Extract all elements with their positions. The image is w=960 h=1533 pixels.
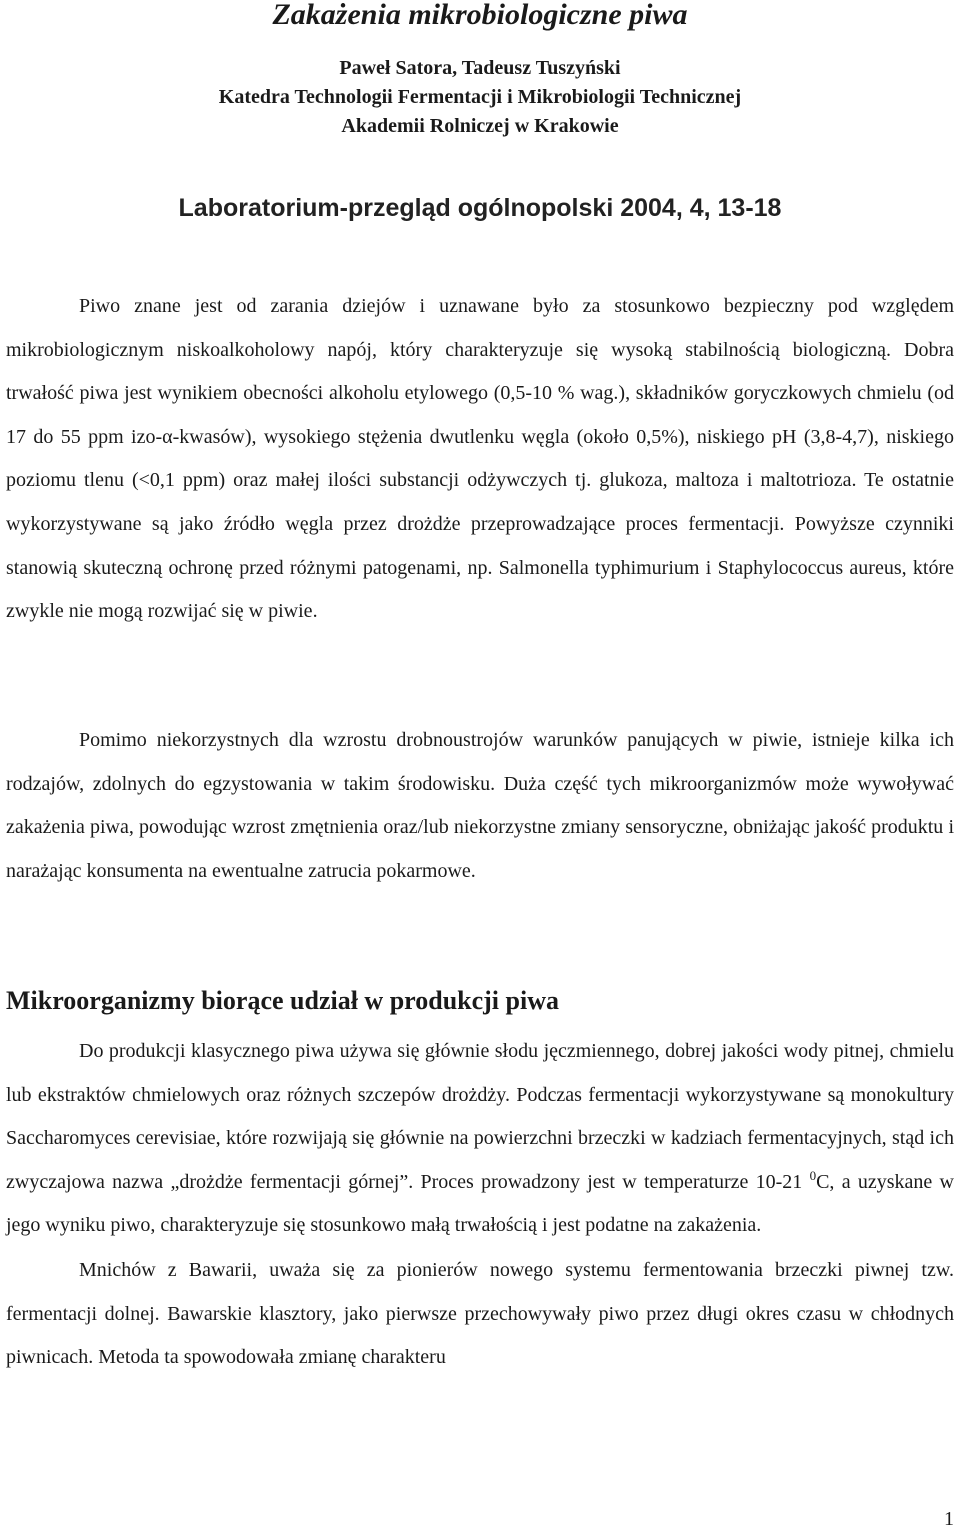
paragraph-production-text: Do produkcji klasycznego piwa używa się głównie słodu jęczmiennego, dobrej jakości wody pitnej, chmielu lub ekstraktów chmielowych oraz różnych szczepów drożdży. Podczas fermentacji wykorzystywane są monokultury Saccharomyces cerevisiae, które rozwijają się głównie na powierzchni brzeczki w kadziach fermentacyjnych, stąd ich zwyczajowa nazwa „drożdże fermentacji górnej”. Proces prowadzony jest w temperaturze 10-21: [6, 1040, 954, 1193]
page-number: 1: [944, 1508, 954, 1530]
paragraph-production: [6, 1030, 954, 1248]
author-block: [0, 54, 960, 141]
document-title: Zakażenia mikrobiologiczne piwa: [272, 0, 688, 31]
section-heading: Mikroorganizmy biorące udział w produkcji piwa: [6, 986, 559, 1015]
paragraph-intro: Piwo znane jest od zarania dziejów i uznawane było za stosunkowo bezpieczny pod względem mikrobiologicznym niskoalkoholowy napój, który charakteryzuje się wysoką stabilnością biologiczną. Dobra trwałość piwa jest wynikiem obecności alkoholu etylowego (0,5-10 % wag.), składników goryczkowych chmielu (od 17 do 55 ppm izo-α-kwasów), wysokiego stężenia dwutlenku węgla (około 0,5%), niskiego pH (3,8-4,7), niskiego poziomu tlenu (<0,1 ppm) oraz małej ilości substancji odżywczych tj. glukoza, maltoza i maltotrioza. Te ostatnie wykorzystywane są jako źródło węgla przez drożdże przeprowadzające proces fermentacji. Powyższe czynniki stanowią skuteczną ochronę przed różnymi patogenami, np. Salmonella typhimurium i Staphylococcus aureus, które zwykle nie mogą rozwijać się w piwie.: [6, 295, 954, 623]
affiliation-line-2: Akademii Rolniczej w Krakowie: [341, 115, 619, 137]
paragraph-contamination: Pomimo niekorzystnych dla wzrostu drobnoustrojów warunków panujących w piwie, istnieje kilka ich rodzajów, zdolnych do egzystowania w takim środowisku. Duża część tych mikroorganizmów może wywoływać zakażenia piwa, powodując wzrost zmętnienia oraz/lub niekorzystne zmiany sensoryczne, obniżając jakość produktu i narażając konsumenta na ewentualne zatrucia pokarmowe.: [6, 729, 954, 882]
journal-reference: Laboratorium-przegląd ogólnopolski 2004, 4, 13-18: [178, 194, 782, 222]
degree-superscript: 0: [809, 1167, 817, 1183]
affiliation-line-1: Katedra Technologii Fermentacji i Mikrobiologii Technicznej: [218, 86, 742, 108]
paragraph-production-text-cont: C, a uzyskane w jego wyniku piwo, charakteryzuje się stosunkowo małą trwałością i jest podatne na zakażenia.: [6, 1170, 955, 1237]
authors: Paweł Satora, Tadeusz Tuszyński: [339, 57, 621, 79]
paragraph-bavaria: Mnichów z Bawarii, uważa się za pionierów nowego systemu fermentowania brzeczki piwnej tzw. fermentacji dolnej. Bawarskie klasztory, jako pierwsze przechowywały piwo przez długi okres czasu w chłodnych piwnicach. Metoda ta spowodowała zmianę charakteru: [6, 1259, 954, 1369]
